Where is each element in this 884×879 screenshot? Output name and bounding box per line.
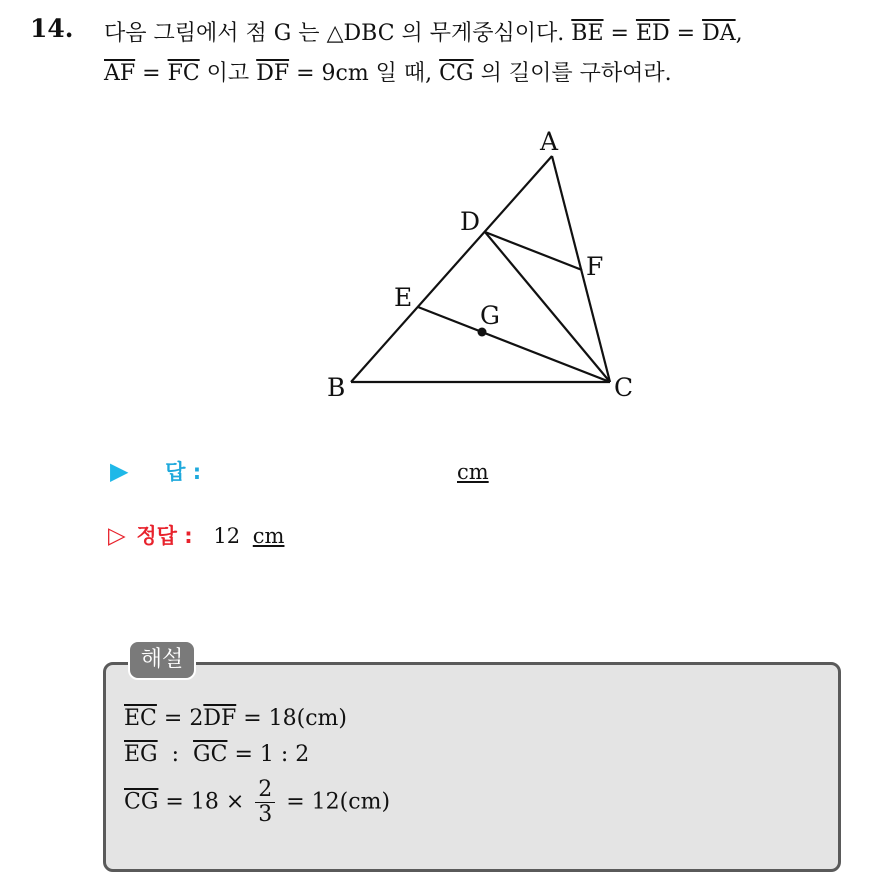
play-icon: ▶	[110, 457, 129, 485]
given-value: = 9cm 일 때,	[289, 61, 440, 86]
ratio-colon: :	[157, 742, 194, 767]
segment-ec-line	[418, 307, 610, 382]
problem-number: 14.	[30, 14, 74, 43]
segment-ec: $\overline{EC}$	[124, 706, 157, 731]
label-e: E	[394, 283, 413, 312]
problem-text: 의 무게중심이다.	[394, 21, 572, 46]
label-c: C	[614, 373, 634, 402]
segment-cg: $\overline{CG}$	[124, 789, 159, 815]
segment-df: $\overline{DF}$	[256, 61, 290, 86]
ratio-result: = 1 : 2	[227, 742, 310, 767]
problem-text: 이고	[199, 61, 257, 86]
outline-play-icon: ▷	[108, 523, 126, 549]
segment-cg: $\overline{CG}$	[439, 61, 474, 86]
label-a: A	[540, 127, 559, 156]
label-f: F	[586, 252, 604, 281]
correct-value: 12	[213, 524, 241, 548]
segment-be: $\overline{BE}$	[571, 21, 604, 46]
segment-ed: $\overline{ED}$	[635, 21, 670, 46]
correct-answer-row	[108, 520, 284, 550]
solution-line-1	[124, 706, 347, 731]
correct-label: 정답 :	[136, 524, 193, 548]
equation-result: = 12(cm)	[279, 789, 391, 815]
correct-unit: cm	[252, 524, 285, 548]
equation-result: = 18(cm)	[236, 706, 347, 731]
answer-row	[110, 456, 201, 486]
solution-line-3	[124, 778, 390, 827]
segment-gc: $\overline{GC}$	[193, 742, 228, 767]
problem-line-2	[104, 56, 672, 87]
solution-line-2	[124, 742, 309, 767]
equation-text: = 18 ×	[158, 789, 252, 815]
equation-text: = 2	[156, 706, 204, 731]
answer-label: 답 :	[165, 460, 202, 484]
equals: =	[135, 61, 168, 86]
label-b: B	[327, 373, 346, 402]
fraction-numerator: 2	[255, 778, 275, 803]
solution-box	[103, 662, 841, 872]
label-d: D	[460, 207, 481, 236]
equals: =	[669, 21, 703, 46]
solution-tab: 해설	[128, 640, 196, 680]
segment-eg: $\overline{EG}$	[124, 742, 158, 767]
problem-line-1	[104, 16, 743, 47]
equals: =	[603, 21, 636, 46]
segment-da: $\overline{DA}$	[702, 21, 736, 46]
fraction-denominator: 3	[258, 802, 273, 828]
problem-question: 의 길이를 구하여라.	[473, 61, 672, 86]
problem-intro: 다음 그림에서 점 G 는	[104, 21, 327, 46]
fraction	[255, 778, 275, 827]
triangle-figure	[320, 120, 650, 410]
answer-unit: cm	[457, 460, 489, 484]
segment-df: $\overline{DF}$	[203, 706, 237, 731]
comma: ,	[735, 21, 743, 46]
label-g: G	[480, 301, 500, 330]
segment-af: $\overline{AF}$	[104, 61, 136, 86]
segment-fc: $\overline{FC}$	[167, 61, 200, 86]
triangle-dbc: △DBC	[326, 21, 395, 46]
